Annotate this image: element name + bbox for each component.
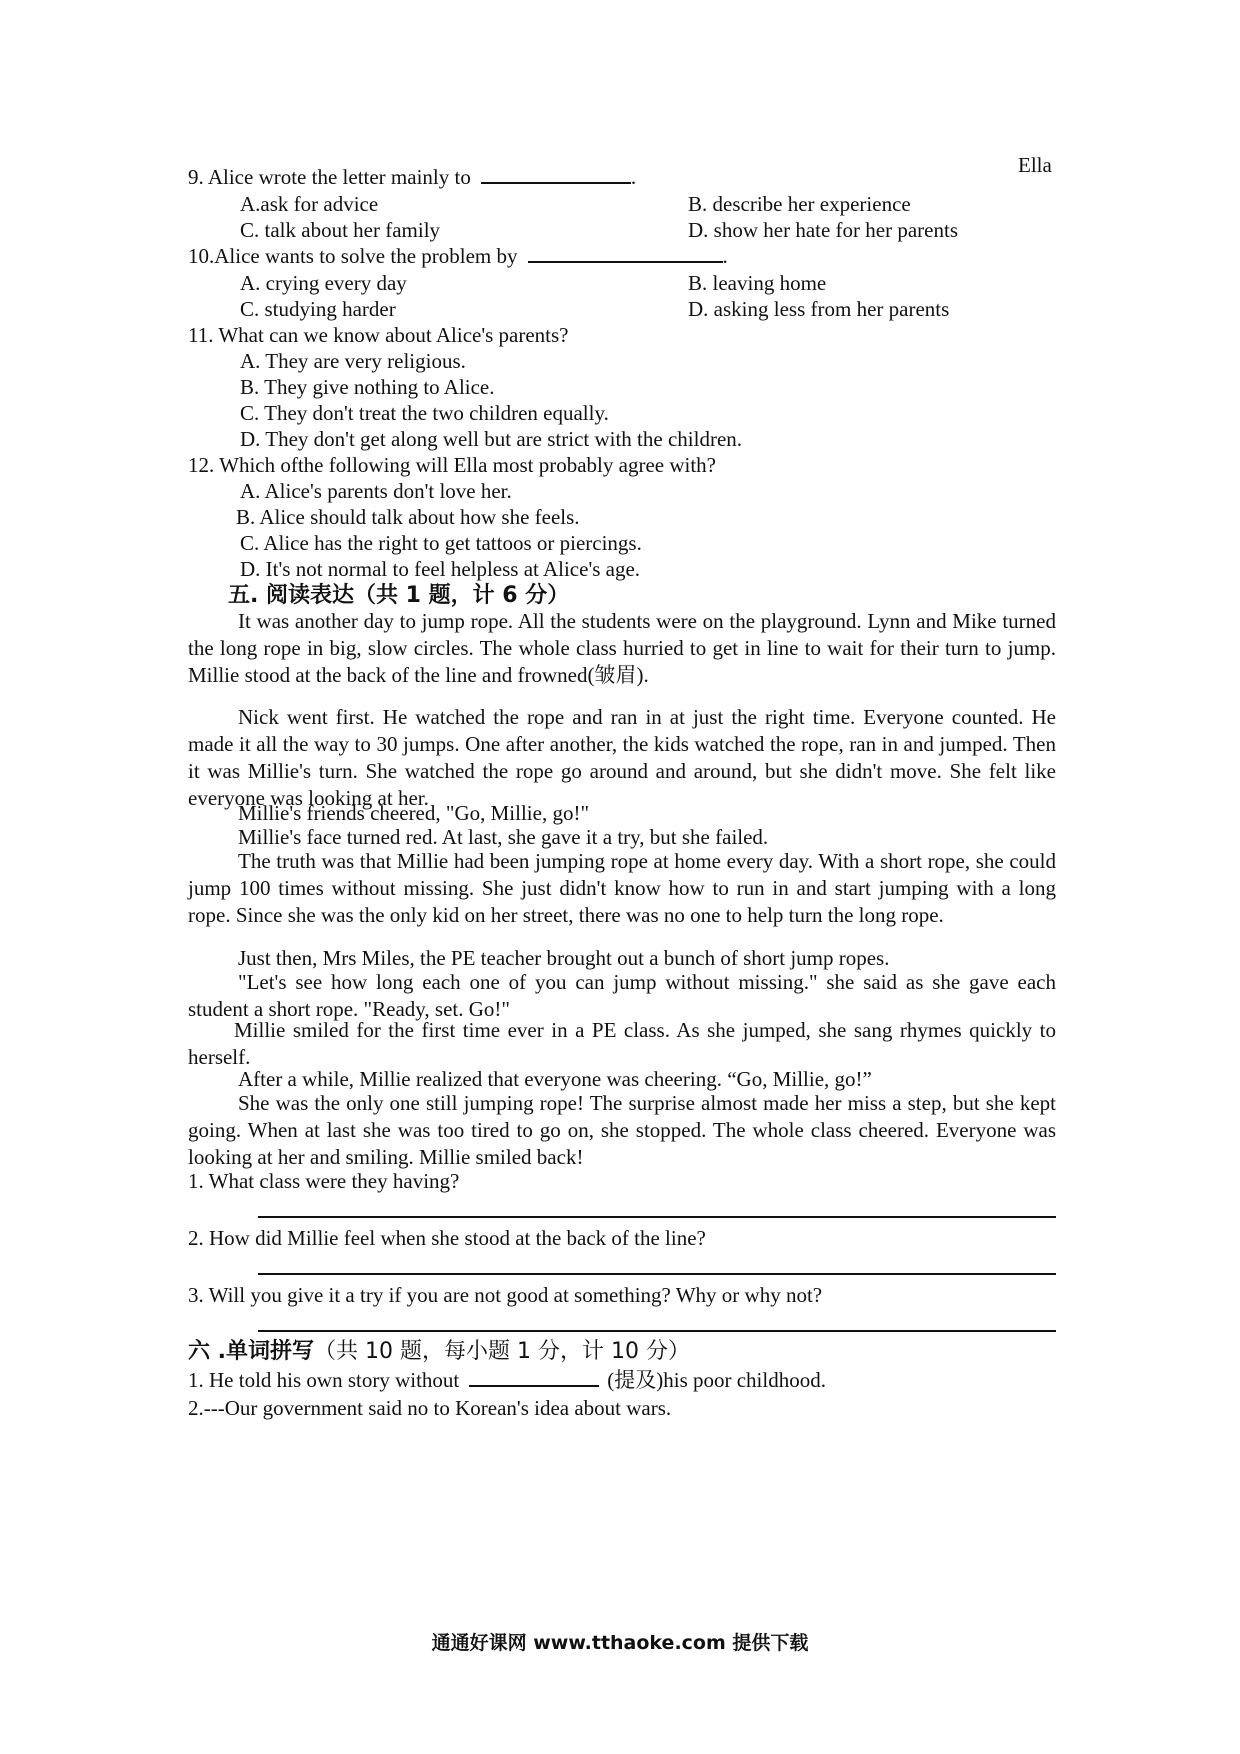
option-a: A. They are very religious.: [240, 349, 466, 373]
passage-paragraph: After a while, Millie realized that everyone was cheering. “Go, Millie, go!”: [238, 1067, 872, 1091]
footer-watermark: 通通好课网 www.tthaoke.com 提供下载: [431, 1632, 809, 1654]
option-c: C. Alice has the right to get tattoos or piercings.: [240, 531, 642, 555]
answer-blank: [528, 243, 723, 263]
option-a: A. crying every day: [240, 271, 407, 295]
spelling-item-1: 1. He told his own story without (提及)his poor childhood.: [188, 1368, 826, 1392]
passage-paragraph: The truth was that Millie had been jumping rope at home every day. With a short rope, she could jump 100 times without missing. She just didn't know how to run in and start jumping with a long rope. Since she was the only kid on her street, there was no one to help turn the long rope.: [188, 849, 1056, 927]
option-c: C. talk about her family: [240, 218, 441, 242]
letter-signoff: Ella: [1018, 153, 1052, 177]
question-12-stem: 12. Which ofthe following will Ella most probably agree with?: [188, 453, 716, 477]
answer-blank[interactable]: [469, 1367, 599, 1387]
option-c: C. studying harder: [240, 297, 396, 321]
option-b: B. Alice should talk about how she feels.: [236, 505, 580, 529]
reading-question-3: 3. Will you give it a try if you are not good at something? Why or why not?: [188, 1283, 823, 1307]
passage-paragraph: Millie's face turned red. At last, she gave it a try, but she failed.: [238, 825, 769, 849]
passage-paragraph: Millie smiled for the first time ever in a PE class. As she jumped, she sang rhymes quickly to herself.: [188, 1018, 1056, 1069]
option-b: B. leaving home: [688, 271, 827, 295]
reading-question-2: 2. How did Millie feel when she stood at the back of the line?: [188, 1226, 706, 1250]
passage-paragraph: Millie's friends cheered, "Go, Millie, go!": [238, 801, 590, 825]
option-d: D. They don't get along well but are strict with the children.: [240, 427, 743, 451]
answer-line[interactable]: [258, 1330, 1056, 1332]
reading-question-1: 1. What class were they having?: [188, 1169, 460, 1193]
answer-blank: [481, 164, 631, 184]
spelling-item-2: 2.---Our government said no to Korean's idea about wars.: [188, 1396, 672, 1420]
passage-paragraph: Nick went first. He watched the rope and ran in at just the right time. Everyone counted. He made it all the way to 30 jumps. One after another, the kids watched the rope, ran in and jumped. Then it was Millie's turn. She watched the rope go around and around, but she didn't move. She felt like everyone was looking at her.: [188, 705, 1056, 810]
option-b: B. They give nothing to Alice.: [240, 375, 495, 399]
section-6-title: 六 .单词拼写（共 10 题，每小题 1 分，计 10 分）: [188, 1339, 690, 1364]
question-11-stem: 11. What can we know about Alice's parents?: [188, 323, 569, 347]
passage-paragraph: "Let's see how long each one of you can jump without missing." she said as she gave each student a short rope. "Ready, set. Go!": [188, 970, 1056, 1021]
option-d: D. It's not normal to feel helpless at Alice's age.: [240, 557, 641, 581]
answer-line[interactable]: [258, 1216, 1056, 1218]
option-d: D. show her hate for her parents: [688, 218, 958, 242]
question-9-stem: 9. Alice wrote the letter mainly to .: [188, 165, 637, 189]
passage-paragraph: She was the only one still jumping rope! The surprise almost made her miss a step, but she kept going. When at last she was too tired to go on, she stopped. The whole class cheered. Everyone was looking at her and smiling. Millie smiled back!: [188, 1091, 1056, 1169]
option-b: B. describe her experience: [688, 192, 911, 216]
section-5-title: 五. 阅读表达（共 1 题，计 6 分）: [228, 583, 570, 608]
passage-paragraph: It was another day to jump rope. All the students were on the playground. Lynn and Mike turned the long rope in big, slow circles. The whole class hurried to get in line to wait for their turn to jump. Millie stood at the back of the line and frowned(皱眉).: [188, 609, 1056, 687]
option-d: D. asking less from her parents: [688, 297, 950, 321]
option-c: C. They don't treat the two children equally.: [240, 401, 609, 425]
option-a: A.ask for advice: [240, 192, 379, 216]
answer-line[interactable]: [258, 1273, 1056, 1275]
option-a: A. Alice's parents don't love her.: [240, 479, 512, 503]
question-10-stem: 10.Alice wants to solve the problem by .: [188, 244, 728, 268]
passage-paragraph: Just then, Mrs Miles, the PE teacher brought out a bunch of short jump ropes.: [238, 946, 890, 970]
